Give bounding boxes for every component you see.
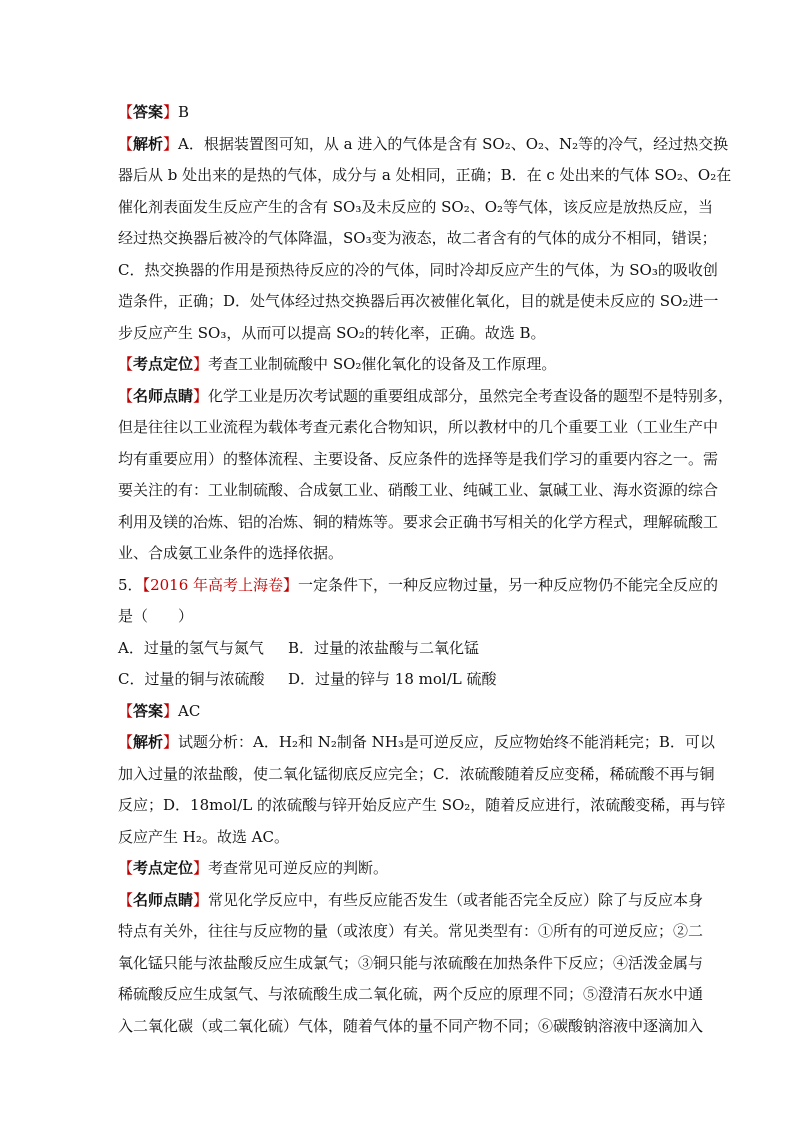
paragraph-line: [118, 507, 719, 539]
paragraph-line: [118, 822, 678, 854]
section-tag: [118, 355, 208, 373]
question-stem: 一定条件下，一种反应物过量，另一种反应物仍不能完全反应的: [298, 575, 719, 594]
bracket-glyph: 【: [118, 386, 134, 405]
bracket-glyph: 【: [118, 890, 134, 909]
paragraph-line: [118, 790, 726, 822]
bracket-glyph: 【: [142, 575, 151, 594]
question-line: [118, 570, 719, 602]
section-tag-label: 考点定位: [133, 355, 194, 373]
option-left: A．过量的氢气与氮气: [118, 638, 264, 657]
options-row: [118, 664, 678, 696]
bracket-glyph: 】: [163, 701, 179, 720]
section-tag-label: 解析: [133, 134, 164, 153]
paragraph-text: AC: [178, 701, 201, 720]
bracket-glyph: 】: [283, 575, 299, 594]
bracket-glyph: 】: [163, 103, 179, 121]
labeled-paragraph-line: [118, 129, 729, 161]
paragraph-text: 稀硫酸反应生成氢气、与浓硫酸生成二氧化硫，两个反应的原理不同；⑤澄清石灰水中通: [118, 985, 704, 1003]
labeled-paragraph-line: [118, 885, 704, 917]
paragraph-text: 特点有关外，往往与反应物的量（或浓度）有关。常见类型有：①所有的可逆反应；②二: [118, 922, 704, 940]
paragraph-text: 常见化学反应中，有些反应能否发生（或者能否完全反应）除了与反应本身: [208, 890, 704, 909]
paragraph-text: 器后从 b 处出来的是热的气体，成分与 a 处相同，正确；B．在 c 处出来的气体 SO₂、O₂在: [118, 166, 732, 184]
paragraph-text: 要关注的有：工业制硫酸、合成氨工业、硝酸工业、纯碱工业、氯碱工业、海水资源的综合: [118, 481, 719, 499]
section-tag: [118, 702, 178, 720]
paragraph-line: [118, 601, 678, 633]
section-tag-label: 解析: [133, 733, 164, 751]
paragraph-text: 造条件，正确；D．处气体经过热交换器后再次被催化氧化，目的就是使未反应的 SO₂进一: [118, 292, 719, 310]
paragraph-text: 步反应产生 SO₃，从而可以提高 SO₂的转化率，正确。故选 B。: [118, 323, 546, 342]
labeled-paragraph-line: [118, 349, 678, 381]
paragraph-text: B: [178, 103, 190, 121]
paragraph-text: 经过热交换器后被冷的气体降温，SO₃变为液态，故二者含有的气体的成分不相同，错误；: [118, 229, 717, 247]
labeled-paragraph-line: [118, 381, 734, 413]
bracket-glyph: 】: [163, 134, 179, 153]
labeled-paragraph-line: [118, 696, 678, 728]
paragraph-text: 催化剂表面发生反应产生的含有 SO₃及未反应的 SO₂、O₂等气体，该反应是放热反应，当: [118, 197, 714, 216]
paragraph-line: [118, 916, 704, 948]
bracket-glyph: 【: [118, 355, 134, 373]
option-right: D．过量的锌与 18 mol/L 硫酸: [288, 670, 497, 688]
paragraph-text: 是（ ）: [118, 607, 194, 625]
paragraph-text: 均有重要应用）的整体流程、主要设备、反应条件的选择等是我们学习的重要内容之一。需: [118, 449, 719, 468]
paragraph-line: [118, 1011, 704, 1043]
paragraph-line: [118, 475, 719, 507]
paragraph-text: C．热交换器的作用是预热待反应的冷的气体，同时冷却反应产生的气体，为 SO₃的吸收创: [118, 260, 718, 279]
paragraph-text: 考查工业制硫酸中 SO₂催化氧化的设备及工作原理。: [208, 355, 557, 373]
paragraph-text: 入二氧化碳（或二氧化硫）气体，随着气体的量不同产物不同；⑥碳酸钠溶液中逐滴加入: [118, 1016, 704, 1035]
bracket-glyph: 】: [163, 733, 179, 751]
bracket-glyph: 【: [118, 701, 134, 720]
section-tag: [118, 733, 178, 751]
paragraph-text: 业、合成氨工业条件的选择依据。: [118, 544, 344, 562]
section-tag: [118, 103, 178, 121]
paragraph-line: [118, 192, 714, 224]
section-tag: [118, 135, 178, 153]
paragraph-line: [118, 538, 678, 570]
paragraph-text: A．根据装置图可知，从 a 进入的气体是含有 SO₂、O₂、N₂等的冷气，经过热交换: [178, 134, 729, 153]
section-tag-label: 答案: [133, 701, 164, 720]
paragraph-text: 化学工业是历次考试题的重要组成部分，虽然完全考查设备的题型不是特别多，: [208, 386, 734, 405]
labeled-paragraph-line: [118, 97, 678, 129]
bracket-glyph: 【: [118, 733, 134, 751]
paragraph-line: [118, 318, 678, 350]
paragraph-text: 反应；D．18mol/L 的浓硫酸与锌开始反应产生 SO₂，随着反应进行，浓硫酸变稀，再与锌: [118, 796, 726, 814]
paragraph-text: 反应产生 H₂。故选 AC。: [118, 827, 289, 846]
question-number: 5．: [118, 575, 143, 594]
paragraph-line: [118, 979, 704, 1011]
option-right: B．过量的浓盐酸与二氧化锰: [288, 638, 480, 657]
paragraph-line: [118, 286, 719, 318]
section-tag: [118, 859, 208, 877]
paragraph-line: [118, 223, 717, 255]
section-tag-label: 答案: [133, 103, 164, 121]
labeled-paragraph-line: [118, 727, 715, 759]
option-left: C．过量的铜与浓硫酸: [118, 670, 265, 688]
bracket-glyph: 】: [193, 386, 209, 405]
paragraph-text: 氧化锰只能与浓盐酸反应生成氯气；③铜只能与浓硫酸在加热条件下反应；④活泼金属与: [118, 953, 704, 972]
paragraph-line: [118, 948, 704, 980]
question-source-tag: [143, 576, 298, 594]
paragraph-line: [118, 255, 718, 287]
section-tag-label: 名师点睛: [133, 890, 194, 909]
paragraph-line: [118, 160, 732, 192]
options-row: [118, 633, 678, 665]
bracket-glyph: 】: [193, 355, 209, 373]
section-tag: [118, 387, 208, 405]
document-body: [118, 97, 734, 1042]
paragraph-text: 试题分析：A．H₂和 N₂制备 NH₃是可逆反应，反应物始终不能消耗完；B．可以: [178, 733, 715, 751]
section-tag: [118, 891, 208, 909]
paragraph-text: 但是往往以工业流程为载体考查元素化合物知识，所以教材中的几个重要工业（工业生产中: [118, 418, 719, 436]
bracket-glyph: 】: [193, 890, 209, 909]
bracket-glyph: 【: [118, 134, 134, 153]
section-tag-label: 考点定位: [133, 859, 194, 877]
labeled-paragraph-line: [118, 853, 678, 885]
paragraph-line: [118, 759, 715, 791]
bracket-glyph: 【: [118, 103, 134, 121]
paragraph-line: [118, 412, 719, 444]
paragraph-text: 考查常见可逆反应的判断。: [208, 859, 389, 877]
paragraph-text: 利用及镁的冶炼、铝的冶炼、铜的精炼等。要求会正确书写相关的化学方程式，理解硫酸工: [118, 512, 719, 531]
paragraph-line: [118, 444, 719, 476]
bracket-glyph: 【: [118, 859, 134, 877]
section-tag-label: 名师点睛: [133, 386, 194, 405]
bracket-glyph: 】: [193, 859, 209, 877]
question-source-label: 2016 年高考上海卷: [150, 575, 284, 594]
paragraph-text: 加入过量的浓盐酸，使二氧化锰彻底反应完全；C．浓硫酸随着反应变稀，稀硫酸不再与铜: [118, 764, 715, 783]
